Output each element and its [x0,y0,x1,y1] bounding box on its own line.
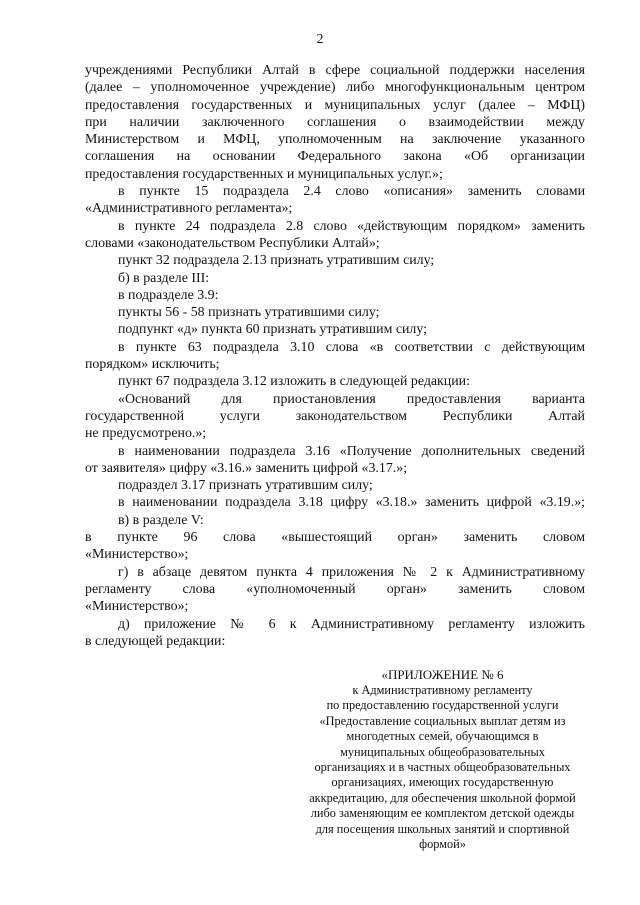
body-line: пункт 32 подраздела 2.13 признать утратившим силу; [118,253,435,269]
appendix-line: «Предоставление социальных выплат детям из [319,713,566,728]
body-line: «Министерство»; [85,547,189,563]
body-line: в наименовании подраздела 3.16 «Получение дополнительных сведений [118,443,585,459]
appendix-line: многодетных семей, обучающимся в [346,729,539,744]
document-body [85,62,585,650]
body-line: в подразделе 3.9: [118,287,219,303]
page-number: 2 [316,32,324,47]
appendix-line: организациях, имеющих государственную [331,775,554,790]
body-line: пункты 56 - 58 признать утратившими силу; [118,305,380,321]
appendix-line: формой» [419,837,466,852]
appendix-title: «ПРИЛОЖЕНИЕ № 6 [381,667,504,682]
body-line: регламенту слова «уполномоченный орган» заменить словом [85,581,585,597]
appendix-line: аккредитацию, для обеспечения школьной формой [309,790,576,805]
body-line: в наименовании подраздела 3.18 цифру «3.18.» заменить цифрой «3.19.»; [118,495,585,511]
body-line: д) приложение № 6 к Административному регламенту изложить [118,616,585,632]
body-line: государственной услуги законодательством Республики Алтай [85,408,585,424]
body-line: (далее – уполномоченное учреждение) либо многофункциональным центром [85,80,585,96]
body-line: подпункт «д» пункта 60 признать утратившим силу; [118,322,427,338]
body-line: порядком» исключить; [85,357,220,373]
appendix-header [305,667,580,852]
body-line: учреждениями Республики Алтай в сфере социальной поддержки населения [85,63,585,78]
body-line: словами «законодательством Республики Алтай»; [85,235,380,251]
body-line: от заявителя» цифру «3.16.» заменить цифрой «3.17.»; [85,460,408,476]
appendix-line: по предоставлению государственной услуги [326,698,559,713]
body-line: предоставления государственных и муниципальных услуг (далее – МФЦ) [85,97,585,113]
body-line: в) в разделе V: [118,512,204,528]
body-line: в пункте 24 подраздела 2.8 слово «действующим порядком» заменить [118,218,585,234]
body-line: в пункте 15 подраздела 2.4 слово «описания» заменить словами [118,184,585,200]
body-line: подраздел 3.17 признать утратившим силу; [118,478,373,494]
body-line: при наличии заключенного соглашения о взаимодействии между [85,114,585,130]
body-line: «Административного регламента»; [85,201,293,217]
body-line: в следующей редакции: [85,633,226,649]
body-line: пункт 67 подраздела 3.12 изложить в следующей редакции: [118,374,470,390]
body-line: г) в абзаце девятом пункта 4 приложения № 2 к Административному [118,564,585,580]
body-line: предоставления государственных и муниципальных услуг.»; [85,166,443,182]
body-line: «Министерство»; [85,599,189,615]
appendix-line: к Административному регламенту [352,683,533,697]
body-line: «Оснований для приостановления предоставления варианта [118,391,585,407]
body-line: б) в разделе III: [118,270,210,286]
body-line: Министерством и МФЦ, уполномоченным на заключение указанного [85,132,585,148]
appendix-line: муниципальных общеобразовательных [340,744,545,759]
appendix-line: для посещения школьных занятий и спортивной [315,821,570,836]
body-line: соглашения на основании Федерального закона «Об организации [85,149,585,165]
body-line: в пункте 63 подраздела 3.10 слова «в соответствии с действующим [118,339,585,355]
appendix-line: либо заменяющим ее комплектом детской одежды [310,806,575,821]
appendix-line: организациях и в частных общеобразовательных [314,760,571,775]
body-line: в пункте 96 слова «вышестоящий орган» заменить словом [85,530,585,546]
body-line: не предусмотрено.»; [85,426,207,442]
